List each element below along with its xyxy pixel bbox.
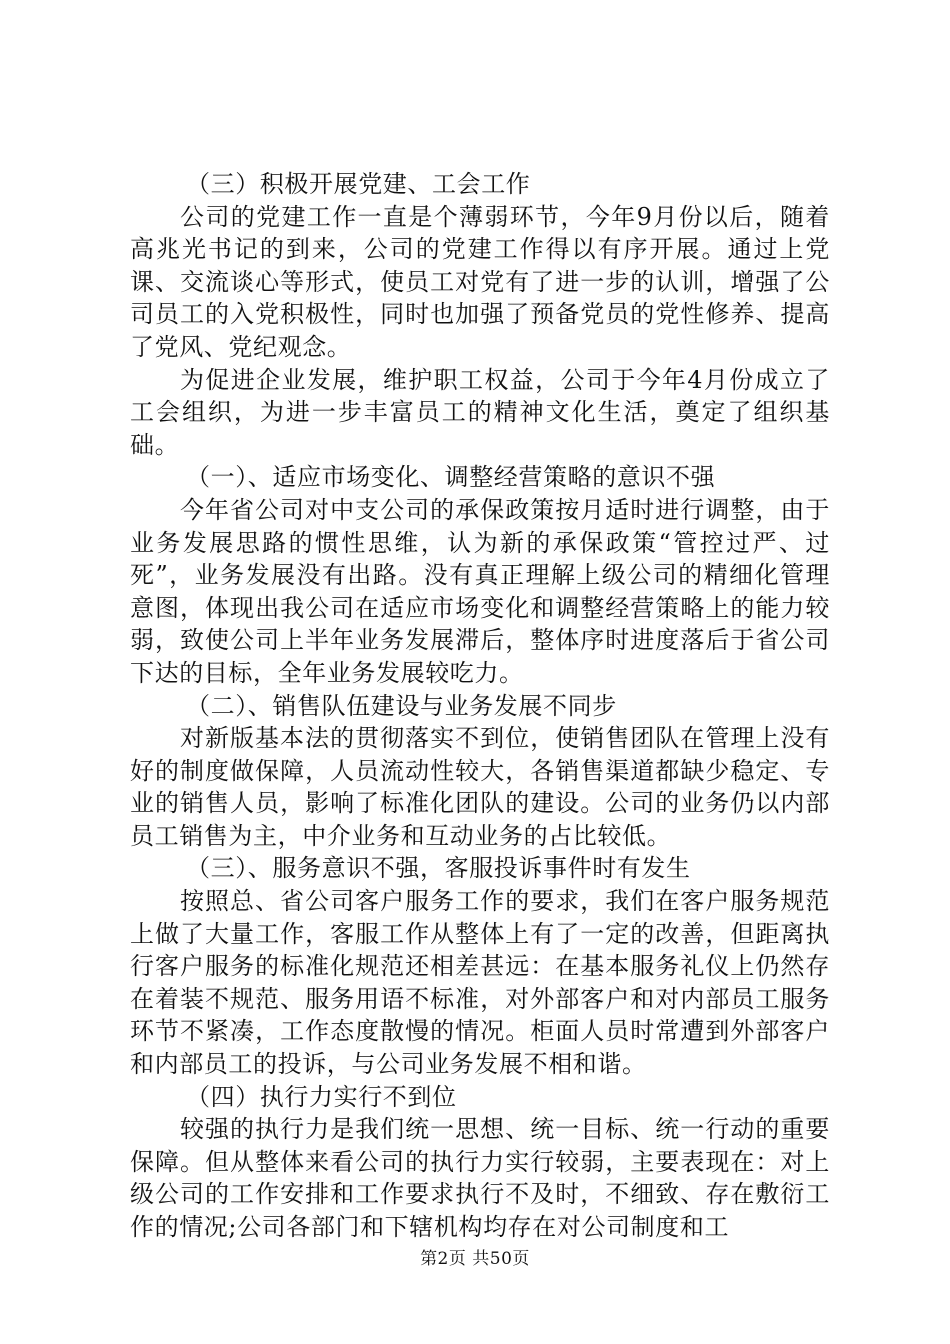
- section-heading: （三）积极开展党建、工会工作: [186, 170, 531, 198]
- page-number-footer: 第2页 共50页: [420, 1249, 530, 1269]
- section-heading: （一）、适应市场变化、调整经营策略的意识不强: [186, 463, 716, 492]
- section-heading: （三）、服务意识不强，客服投诉事件时有发生: [186, 854, 691, 883]
- body-paragraph: 今年省公司对中支公司的承保政策按月适时进行调整，由于业务发展思路的惯性思维，认为新的承保政策“管控过严、过死”，业务发展没有出路。没有真正理解上级公司的精细化管理意图，体现出我公司在适应市场变化和调整经营策略上的能力较弱，致使公司上半年业务发展滞后，整体序时进度落后于省公司下达的目标，全年业务发展较吃力。: [130, 495, 830, 687]
- body-paragraph: 对新版基本法的贯彻落实不到位，使销售团队在管理上没有好的制度做保障，人员流动性较大，各销售渠道都缺少稳定、专业的销售人员，影响了标准化团队的建设。公司的业务仍以内部员工销售为主，中介业务和互动业务的占比较低。: [130, 724, 830, 850]
- body-paragraph: 按照总、省公司客户服务工作的要求，我们在客户服务规范上做了大量工作，客服工作从整体上有了一定的改善，但距离执行客户服务的标准化规范还相差甚远：在基本服务礼仪上仍然存在着装不规范、服务用语不标准，对外部客户和对内部员工服务环节不紧凑，工作态度散慢的情况。柜面人员时常遭到外部客户和内部员工的投诉，与公司业务发展不相和谐。: [130, 887, 830, 1079]
- body-paragraph: 较强的执行力是我们统一思想、统一目标、统一行动的重要保障。但从整体来看公司的执行力实行较弱，主要表现在：对上级公司的工作安排和工作要求执行不及时，不细致、存在敷衍工作的情况;公司各部门和下辖机构均存在对公司制度和工: [130, 1115, 830, 1241]
- section-heading: （四）执行力实行不到位: [186, 1082, 457, 1111]
- body-paragraph: 为促进企业发展，维护职工权益，公司于今年4月份成立了工会组织，为进一步丰富员工的精神文化生活，奠定了组织基础。: [130, 365, 830, 459]
- section-heading: （二）、销售队伍建设与业务发展不同步: [186, 691, 617, 720]
- body-paragraph: 公司的党建工作一直是个薄弱环节，今年9月份以后，随着高兆光书记的到来，公司的党建工作得以有序开展。通过上党课、交流谈心等形式，使员工对党有了进一步的认训，增强了公司员工的入党积极性，同时也加强了预备党员的党性修养、提高了党风、党纪观念。: [130, 202, 830, 361]
- document-body: [130, 168, 830, 1244]
